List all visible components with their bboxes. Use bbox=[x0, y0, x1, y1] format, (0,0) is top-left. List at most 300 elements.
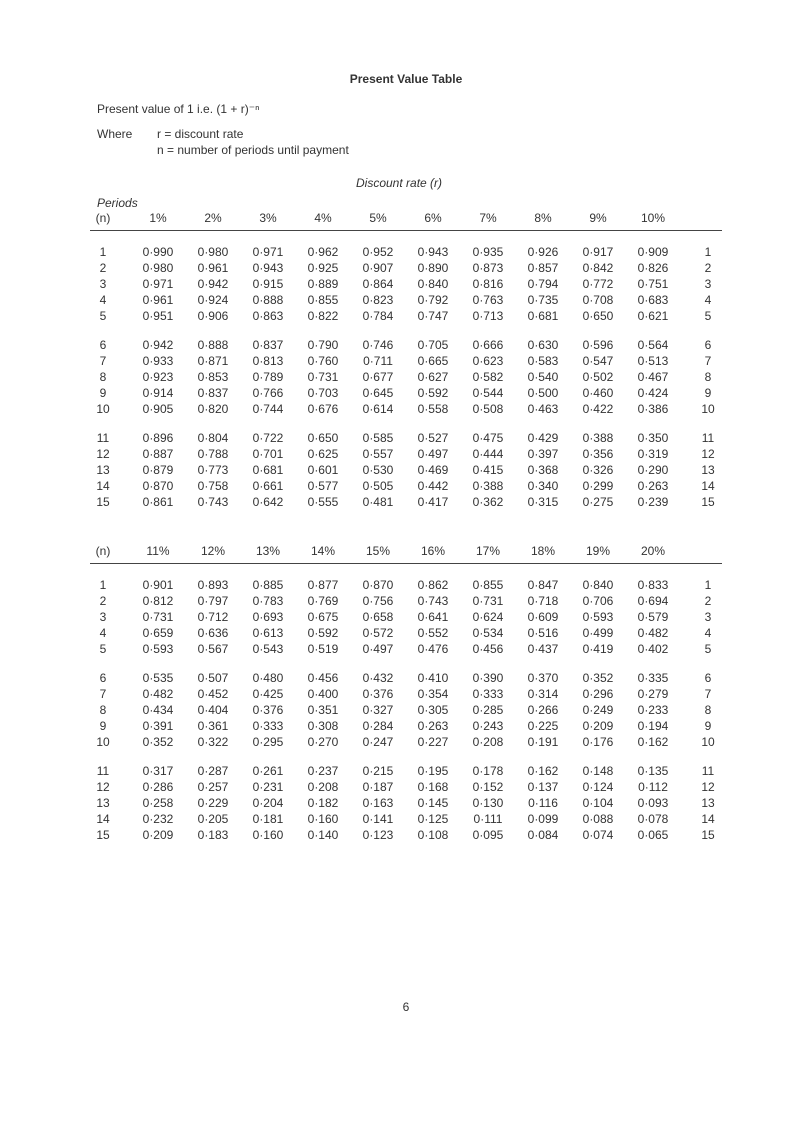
pv-factor-cell: 0·961 bbox=[197, 261, 229, 275]
pv-factor-cell: 0·658 bbox=[362, 610, 394, 624]
pv-factor-cell: 0·191 bbox=[527, 735, 559, 749]
period-number-right: 5 bbox=[704, 309, 712, 323]
pv-factor-cell: 0·388 bbox=[472, 479, 504, 493]
pv-factor-cell: 0·299 bbox=[582, 479, 614, 493]
pv-factor-cell: 0·415 bbox=[472, 463, 504, 477]
table-row bbox=[90, 402, 730, 418]
pv-factor-cell: 0·456 bbox=[472, 642, 504, 656]
pv-factor-cell: 0·249 bbox=[582, 703, 614, 717]
period-number-left: 1 bbox=[99, 245, 107, 259]
pv-factor-cell: 0·497 bbox=[362, 642, 394, 656]
period-number-right: 10 bbox=[701, 402, 715, 416]
pv-factor-cell: 0·907 bbox=[362, 261, 394, 275]
pv-factor-cell: 0·123 bbox=[362, 828, 394, 842]
pv-factor-cell: 0·577 bbox=[307, 479, 339, 493]
pv-factor-cell: 0·295 bbox=[252, 735, 284, 749]
pv-factor-cell: 0·284 bbox=[362, 719, 394, 733]
period-number-left: 10 bbox=[96, 402, 110, 416]
rate-column-header: 14% bbox=[310, 544, 336, 558]
period-number-left: 3 bbox=[99, 610, 107, 624]
period-number-left: 11 bbox=[96, 764, 110, 778]
period-number-left: 11 bbox=[96, 431, 110, 445]
period-number-left: 14 bbox=[96, 479, 110, 493]
pv-factor-cell: 0·376 bbox=[252, 703, 284, 717]
pv-factor-cell: 0·962 bbox=[307, 245, 339, 259]
period-number-right: 6 bbox=[704, 338, 712, 352]
pv-factor-cell: 0·505 bbox=[362, 479, 394, 493]
pv-factor-cell: 0·783 bbox=[252, 594, 284, 608]
pv-factor-cell: 0·870 bbox=[142, 479, 174, 493]
pv-factor-cell: 0·237 bbox=[307, 764, 339, 778]
periods-label: Periods bbox=[97, 196, 138, 210]
pv-factor-cell: 0·327 bbox=[362, 703, 394, 717]
period-number-left: 9 bbox=[99, 719, 107, 733]
pv-factor-cell: 0·760 bbox=[307, 354, 339, 368]
pv-factor-cell: 0·386 bbox=[637, 402, 669, 416]
period-number-right: 12 bbox=[701, 780, 715, 794]
pv-factor-cell: 0·482 bbox=[637, 626, 669, 640]
pv-factor-cell: 0·290 bbox=[637, 463, 669, 477]
pv-factor-cell: 0·650 bbox=[307, 431, 339, 445]
pv-factor-cell: 0·943 bbox=[417, 245, 449, 259]
pv-factor-cell: 0·888 bbox=[197, 338, 229, 352]
pv-factor-cell: 0·942 bbox=[142, 338, 174, 352]
pv-factor-cell: 0·141 bbox=[362, 812, 394, 826]
pv-factor-cell: 0·232 bbox=[142, 812, 174, 826]
pv-factor-cell: 0·873 bbox=[472, 261, 504, 275]
pv-factor-cell: 0·623 bbox=[472, 354, 504, 368]
pv-factor-cell: 0·354 bbox=[417, 687, 449, 701]
table-row bbox=[90, 642, 730, 658]
pv-factor-cell: 0·718 bbox=[527, 594, 559, 608]
pv-factor-cell: 0·482 bbox=[142, 687, 174, 701]
pv-factor-cell: 0·417 bbox=[417, 495, 449, 509]
pv-factor-cell: 0·513 bbox=[637, 354, 669, 368]
pv-factor-cell: 0·642 bbox=[252, 495, 284, 509]
period-number-right: 15 bbox=[701, 495, 715, 509]
rate-column-header: 6% bbox=[424, 211, 442, 225]
pv-factor-cell: 0·905 bbox=[142, 402, 174, 416]
pv-factor-cell: 0·769 bbox=[307, 594, 339, 608]
pv-factor-cell: 0·125 bbox=[417, 812, 449, 826]
pv-factor-cell: 0·847 bbox=[527, 578, 559, 592]
pv-factor-cell: 0·822 bbox=[307, 309, 339, 323]
pv-factor-cell: 0·585 bbox=[362, 431, 394, 445]
rate-column-header: 10% bbox=[640, 211, 666, 225]
pv-factor-cell: 0·789 bbox=[252, 370, 284, 384]
pv-factor-cell: 0·636 bbox=[197, 626, 229, 640]
pv-factor-cell: 0·863 bbox=[252, 309, 284, 323]
table-row bbox=[90, 479, 730, 495]
pv-factor-cell: 0·773 bbox=[197, 463, 229, 477]
pv-factor-cell: 0·481 bbox=[362, 495, 394, 509]
period-number-left: 7 bbox=[99, 354, 107, 368]
pv-factor-cell: 0·708 bbox=[582, 293, 614, 307]
period-number-left: 1 bbox=[99, 578, 107, 592]
pv-factor-cell: 0·204 bbox=[252, 796, 284, 810]
pv-factor-cell: 0·952 bbox=[362, 245, 394, 259]
period-number-left: 15 bbox=[96, 828, 110, 842]
pv-factor-cell: 0·837 bbox=[252, 338, 284, 352]
pv-factor-cell: 0·751 bbox=[637, 277, 669, 291]
pv-factor-cell: 0·661 bbox=[252, 479, 284, 493]
rate-column-header: 1% bbox=[149, 211, 167, 225]
pv-factor-cell: 0·243 bbox=[472, 719, 504, 733]
pv-factor-cell: 0·452 bbox=[197, 687, 229, 701]
period-number-right: 1 bbox=[704, 245, 712, 259]
pv-factor-cell: 0·181 bbox=[252, 812, 284, 826]
table-row bbox=[90, 370, 730, 386]
pv-factor-cell: 0·352 bbox=[142, 735, 174, 749]
pv-factor-cell: 0·497 bbox=[417, 447, 449, 461]
rate-column-header: 13% bbox=[255, 544, 281, 558]
pv-factor-cell: 0·350 bbox=[637, 431, 669, 445]
pv-factor-cell: 0·322 bbox=[197, 735, 229, 749]
period-number-left: 3 bbox=[99, 277, 107, 291]
rate-column-header: 9% bbox=[589, 211, 607, 225]
pv-factor-cell: 0·544 bbox=[472, 386, 504, 400]
pv-factor-cell: 0·772 bbox=[582, 277, 614, 291]
period-number-right: 14 bbox=[701, 479, 715, 493]
pv-factor-cell: 0·376 bbox=[362, 687, 394, 701]
pv-factor-cell: 0·701 bbox=[252, 447, 284, 461]
pv-factor-cell: 0·971 bbox=[252, 245, 284, 259]
pv-factor-cell: 0·148 bbox=[582, 764, 614, 778]
rate-column-header: 20% bbox=[640, 544, 666, 558]
period-number-left: 15 bbox=[96, 495, 110, 509]
pv-factor-cell: 0·877 bbox=[307, 578, 339, 592]
pv-factor-cell: 0·388 bbox=[582, 431, 614, 445]
period-number-left: 5 bbox=[99, 309, 107, 323]
period-number-right: 9 bbox=[704, 386, 712, 400]
definition-r: r = discount rate bbox=[157, 127, 244, 141]
pv-factor-cell: 0·914 bbox=[142, 386, 174, 400]
pv-factor-cell: 0·176 bbox=[582, 735, 614, 749]
definition-n: n = number of periods until payment bbox=[157, 143, 349, 157]
period-number-left: 4 bbox=[99, 293, 107, 307]
period-number-right: 14 bbox=[701, 812, 715, 826]
pv-factor-cell: 0·239 bbox=[637, 495, 669, 509]
pv-factor-cell: 0·208 bbox=[307, 780, 339, 794]
pv-factor-cell: 0·215 bbox=[362, 764, 394, 778]
pv-factor-cell: 0·675 bbox=[307, 610, 339, 624]
period-number-left: 10 bbox=[96, 735, 110, 749]
pv-factor-cell: 0·558 bbox=[417, 402, 449, 416]
pv-factor-cell: 0·502 bbox=[582, 370, 614, 384]
pv-factor-cell: 0·915 bbox=[252, 277, 284, 291]
pv-factor-cell: 0·516 bbox=[527, 626, 559, 640]
pv-factor-cell: 0·840 bbox=[582, 578, 614, 592]
pv-factor-cell: 0·104 bbox=[582, 796, 614, 810]
pv-factor-cell: 0·621 bbox=[637, 309, 669, 323]
pv-factor-cell: 0·613 bbox=[252, 626, 284, 640]
pv-factor-cell: 0·871 bbox=[197, 354, 229, 368]
pv-factor-cell: 0·351 bbox=[307, 703, 339, 717]
pv-factor-cell: 0·319 bbox=[637, 447, 669, 461]
pv-factor-cell: 0·263 bbox=[637, 479, 669, 493]
period-number-left: 14 bbox=[96, 812, 110, 826]
pv-factor-cell: 0·225 bbox=[527, 719, 559, 733]
pv-factor-cell: 0·823 bbox=[362, 293, 394, 307]
pv-factor-cell: 0·233 bbox=[637, 703, 669, 717]
pv-factor-cell: 0·368 bbox=[527, 463, 559, 477]
pv-factor-cell: 0·731 bbox=[142, 610, 174, 624]
pv-factor-cell: 0·112 bbox=[638, 780, 668, 794]
table-row bbox=[90, 338, 730, 354]
pv-factor-cell: 0·317 bbox=[142, 764, 174, 778]
pv-factor-cell: 0·266 bbox=[527, 703, 559, 717]
pv-factor-cell: 0·641 bbox=[417, 610, 449, 624]
period-number-right: 10 bbox=[701, 735, 715, 749]
pv-factor-cell: 0·593 bbox=[142, 642, 174, 656]
rate-column-header: 7% bbox=[479, 211, 497, 225]
pv-factor-cell: 0·183 bbox=[197, 828, 229, 842]
pv-factor-cell: 0·534 bbox=[472, 626, 504, 640]
pv-factor-cell: 0·208 bbox=[472, 735, 504, 749]
period-number-right: 4 bbox=[704, 293, 712, 307]
pv-factor-cell: 0·209 bbox=[582, 719, 614, 733]
pv-factor-cell: 0·140 bbox=[307, 828, 339, 842]
table-row bbox=[90, 828, 730, 844]
pv-factor-cell: 0·527 bbox=[417, 431, 449, 445]
pv-factor-cell: 0·731 bbox=[472, 594, 504, 608]
table-row bbox=[90, 277, 730, 293]
pv-factor-cell: 0·901 bbox=[142, 578, 174, 592]
pv-factor-cell: 0·480 bbox=[252, 671, 284, 685]
pv-factor-cell: 0·925 bbox=[307, 261, 339, 275]
pv-factor-cell: 0·813 bbox=[252, 354, 284, 368]
pv-factor-cell: 0·712 bbox=[197, 610, 229, 624]
rate-column-header: 15% bbox=[365, 544, 391, 558]
pv-factor-cell: 0·231 bbox=[252, 780, 284, 794]
pv-factor-cell: 0·861 bbox=[142, 495, 174, 509]
pv-factor-cell: 0·508 bbox=[472, 402, 504, 416]
table-row bbox=[90, 495, 730, 511]
table-row bbox=[90, 463, 730, 479]
pv-factor-cell: 0·624 bbox=[472, 610, 504, 624]
pv-factor-cell: 0·942 bbox=[197, 277, 229, 291]
period-number-right: 7 bbox=[704, 354, 712, 368]
pv-factor-cell: 0·422 bbox=[582, 402, 614, 416]
pv-factor-cell: 0·923 bbox=[142, 370, 174, 384]
pv-factor-cell: 0·896 bbox=[142, 431, 174, 445]
pv-factor-cell: 0·074 bbox=[582, 828, 614, 842]
pv-factor-cell: 0·747 bbox=[417, 309, 449, 323]
period-number-right: 11 bbox=[701, 764, 715, 778]
pv-factor-cell: 0·257 bbox=[197, 780, 229, 794]
pv-factor-cell: 0·681 bbox=[527, 309, 559, 323]
pv-factor-cell: 0·593 bbox=[582, 610, 614, 624]
rate-column-header: 8% bbox=[534, 211, 552, 225]
pv-factor-cell: 0·402 bbox=[637, 642, 669, 656]
pv-factor-cell: 0·429 bbox=[527, 431, 559, 445]
pv-factor-cell: 0·275 bbox=[582, 495, 614, 509]
pv-factor-cell: 0·285 bbox=[472, 703, 504, 717]
pv-factor-cell: 0·286 bbox=[142, 780, 174, 794]
period-number-right: 1 bbox=[704, 578, 712, 592]
pv-factor-cell: 0·460 bbox=[582, 386, 614, 400]
pv-factor-cell: 0·326 bbox=[582, 463, 614, 477]
pv-factor-cell: 0·547 bbox=[582, 354, 614, 368]
pv-factor-cell: 0·333 bbox=[472, 687, 504, 701]
period-number-right: 11 bbox=[701, 431, 715, 445]
pv-factor-cell: 0·890 bbox=[417, 261, 449, 275]
pv-factor-cell: 0·178 bbox=[472, 764, 504, 778]
pv-factor-cell: 0·676 bbox=[307, 402, 339, 416]
period-number-left: 8 bbox=[99, 703, 107, 717]
pv-factor-cell: 0·424 bbox=[637, 386, 669, 400]
pv-factor-cell: 0·582 bbox=[472, 370, 504, 384]
period-number-right: 3 bbox=[704, 610, 712, 624]
pv-factor-cell: 0·943 bbox=[252, 261, 284, 275]
pv-factor-cell: 0·961 bbox=[142, 293, 174, 307]
period-number-right: 2 bbox=[704, 261, 712, 275]
pv-factor-cell: 0·065 bbox=[637, 828, 669, 842]
pv-factor-cell: 0·665 bbox=[417, 354, 449, 368]
page-title: Present Value Table bbox=[349, 72, 463, 86]
rate-column-header: 11% bbox=[146, 544, 170, 558]
pv-factor-cell: 0·130 bbox=[472, 796, 504, 810]
pv-factor-cell: 0·926 bbox=[527, 245, 559, 259]
formula-text: Present value of 1 i.e. (1 + r)⁻ⁿ bbox=[97, 102, 260, 116]
pv-factor-cell: 0·391 bbox=[142, 719, 174, 733]
table-row bbox=[90, 764, 730, 780]
table-row bbox=[90, 687, 730, 703]
pv-factor-cell: 0·500 bbox=[527, 386, 559, 400]
pv-factor-cell: 0·592 bbox=[307, 626, 339, 640]
table-row bbox=[90, 386, 730, 402]
period-number-left: 8 bbox=[99, 370, 107, 384]
period-number-right: 15 bbox=[701, 828, 715, 842]
period-number-right: 8 bbox=[704, 703, 712, 717]
pv-factor-cell: 0·592 bbox=[417, 386, 449, 400]
pv-factor-cell: 0·444 bbox=[472, 447, 504, 461]
pv-factor-cell: 0·247 bbox=[362, 735, 394, 749]
pv-factor-cell: 0·833 bbox=[637, 578, 669, 592]
pv-factor-cell: 0·583 bbox=[527, 354, 559, 368]
table-row bbox=[90, 594, 730, 610]
pv-factor-cell: 0·909 bbox=[637, 245, 669, 259]
pv-factor-cell: 0·627 bbox=[417, 370, 449, 384]
pv-factor-cell: 0·287 bbox=[197, 764, 229, 778]
pv-factor-cell: 0·564 bbox=[637, 338, 669, 352]
pv-factor-cell: 0·743 bbox=[417, 594, 449, 608]
pv-factor-cell: 0·731 bbox=[307, 370, 339, 384]
pv-factor-cell: 0·314 bbox=[527, 687, 559, 701]
pv-factor-cell: 0·837 bbox=[197, 386, 229, 400]
pv-factor-cell: 0·735 bbox=[527, 293, 559, 307]
period-number-right: 7 bbox=[704, 687, 712, 701]
pv-factor-cell: 0·160 bbox=[252, 828, 284, 842]
pv-factor-cell: 0·758 bbox=[197, 479, 229, 493]
pv-factor-cell: 0·855 bbox=[307, 293, 339, 307]
pv-factor-cell: 0·270 bbox=[307, 735, 339, 749]
table-row bbox=[90, 703, 730, 719]
pv-factor-cell: 0·677 bbox=[362, 370, 394, 384]
table-row bbox=[90, 671, 730, 687]
pv-factor-cell: 0·572 bbox=[362, 626, 394, 640]
pv-factor-cell: 0·095 bbox=[472, 828, 504, 842]
pv-factor-cell: 0·552 bbox=[417, 626, 449, 640]
pv-factor-cell: 0·706 bbox=[582, 594, 614, 608]
pv-factor-cell: 0·625 bbox=[307, 447, 339, 461]
pv-factor-cell: 0·227 bbox=[417, 735, 449, 749]
table-row bbox=[90, 354, 730, 370]
pv-factor-cell: 0·209 bbox=[142, 828, 174, 842]
where-label: Where bbox=[97, 127, 133, 141]
pv-factor-cell: 0·694 bbox=[637, 594, 669, 608]
page-number: 6 bbox=[402, 1000, 410, 1014]
pv-factor-cell: 0·906 bbox=[197, 309, 229, 323]
pv-factor-cell: 0·784 bbox=[362, 309, 394, 323]
pv-factor-cell: 0·476 bbox=[417, 642, 449, 656]
pv-factor-cell: 0·614 bbox=[362, 402, 394, 416]
pv-factor-cell: 0·842 bbox=[582, 261, 614, 275]
pv-factor-cell: 0·116 bbox=[528, 796, 558, 810]
rate-column-header: 4% bbox=[314, 211, 332, 225]
pv-factor-cell: 0·362 bbox=[472, 495, 504, 509]
table-row bbox=[90, 719, 730, 735]
period-number-left: 12 bbox=[96, 780, 110, 794]
period-number-left: 12 bbox=[96, 447, 110, 461]
period-number-left: 2 bbox=[99, 594, 107, 608]
table-row bbox=[90, 578, 730, 594]
pv-factor-cell: 0·540 bbox=[527, 370, 559, 384]
pv-factor-cell: 0·935 bbox=[472, 245, 504, 259]
pv-factor-cell: 0·681 bbox=[252, 463, 284, 477]
table-row bbox=[90, 626, 730, 642]
rate-column-header: 3% bbox=[259, 211, 277, 225]
period-number-left: 2 bbox=[99, 261, 107, 275]
pv-factor-cell: 0·885 bbox=[252, 578, 284, 592]
pv-factor-cell: 0·261 bbox=[252, 764, 284, 778]
table-row bbox=[90, 431, 730, 447]
pv-factor-cell: 0·879 bbox=[142, 463, 174, 477]
pv-factor-cell: 0·816 bbox=[472, 277, 504, 291]
pv-factor-cell: 0·746 bbox=[362, 338, 394, 352]
pv-factor-cell: 0·557 bbox=[362, 447, 394, 461]
period-number-right: 9 bbox=[704, 719, 712, 733]
period-number-right: 4 bbox=[704, 626, 712, 640]
period-number-right: 5 bbox=[704, 642, 712, 656]
pv-factor-cell: 0·794 bbox=[527, 277, 559, 291]
pv-factor-cell: 0·463 bbox=[527, 402, 559, 416]
pv-factor-cell: 0·763 bbox=[472, 293, 504, 307]
period-number-right: 3 bbox=[704, 277, 712, 291]
pv-factor-cell: 0·467 bbox=[637, 370, 669, 384]
pv-factor-cell: 0·352 bbox=[582, 671, 614, 685]
pv-factor-cell: 0·862 bbox=[417, 578, 449, 592]
pv-factor-cell: 0·507 bbox=[197, 671, 229, 685]
pv-factor-cell: 0·543 bbox=[252, 642, 284, 656]
table-row bbox=[90, 309, 730, 325]
pv-factor-cell: 0·567 bbox=[197, 642, 229, 656]
pv-factor-cell: 0·888 bbox=[252, 293, 284, 307]
rate-column-header: 19% bbox=[585, 544, 611, 558]
pv-factor-cell: 0·258 bbox=[142, 796, 174, 810]
pv-factor-cell: 0·683 bbox=[637, 293, 669, 307]
pv-factor-cell: 0·645 bbox=[362, 386, 394, 400]
pv-factor-cell: 0·456 bbox=[307, 671, 339, 685]
pv-factor-cell: 0·168 bbox=[417, 780, 449, 794]
pv-factor-cell: 0·145 bbox=[417, 796, 449, 810]
pv-factor-cell: 0·124 bbox=[582, 780, 614, 794]
pv-factor-cell: 0·666 bbox=[472, 338, 504, 352]
period-number-right: 8 bbox=[704, 370, 712, 384]
period-number-left: 13 bbox=[96, 463, 110, 477]
pv-factor-cell: 0·555 bbox=[307, 495, 339, 509]
pv-factor-cell: 0·442 bbox=[417, 479, 449, 493]
